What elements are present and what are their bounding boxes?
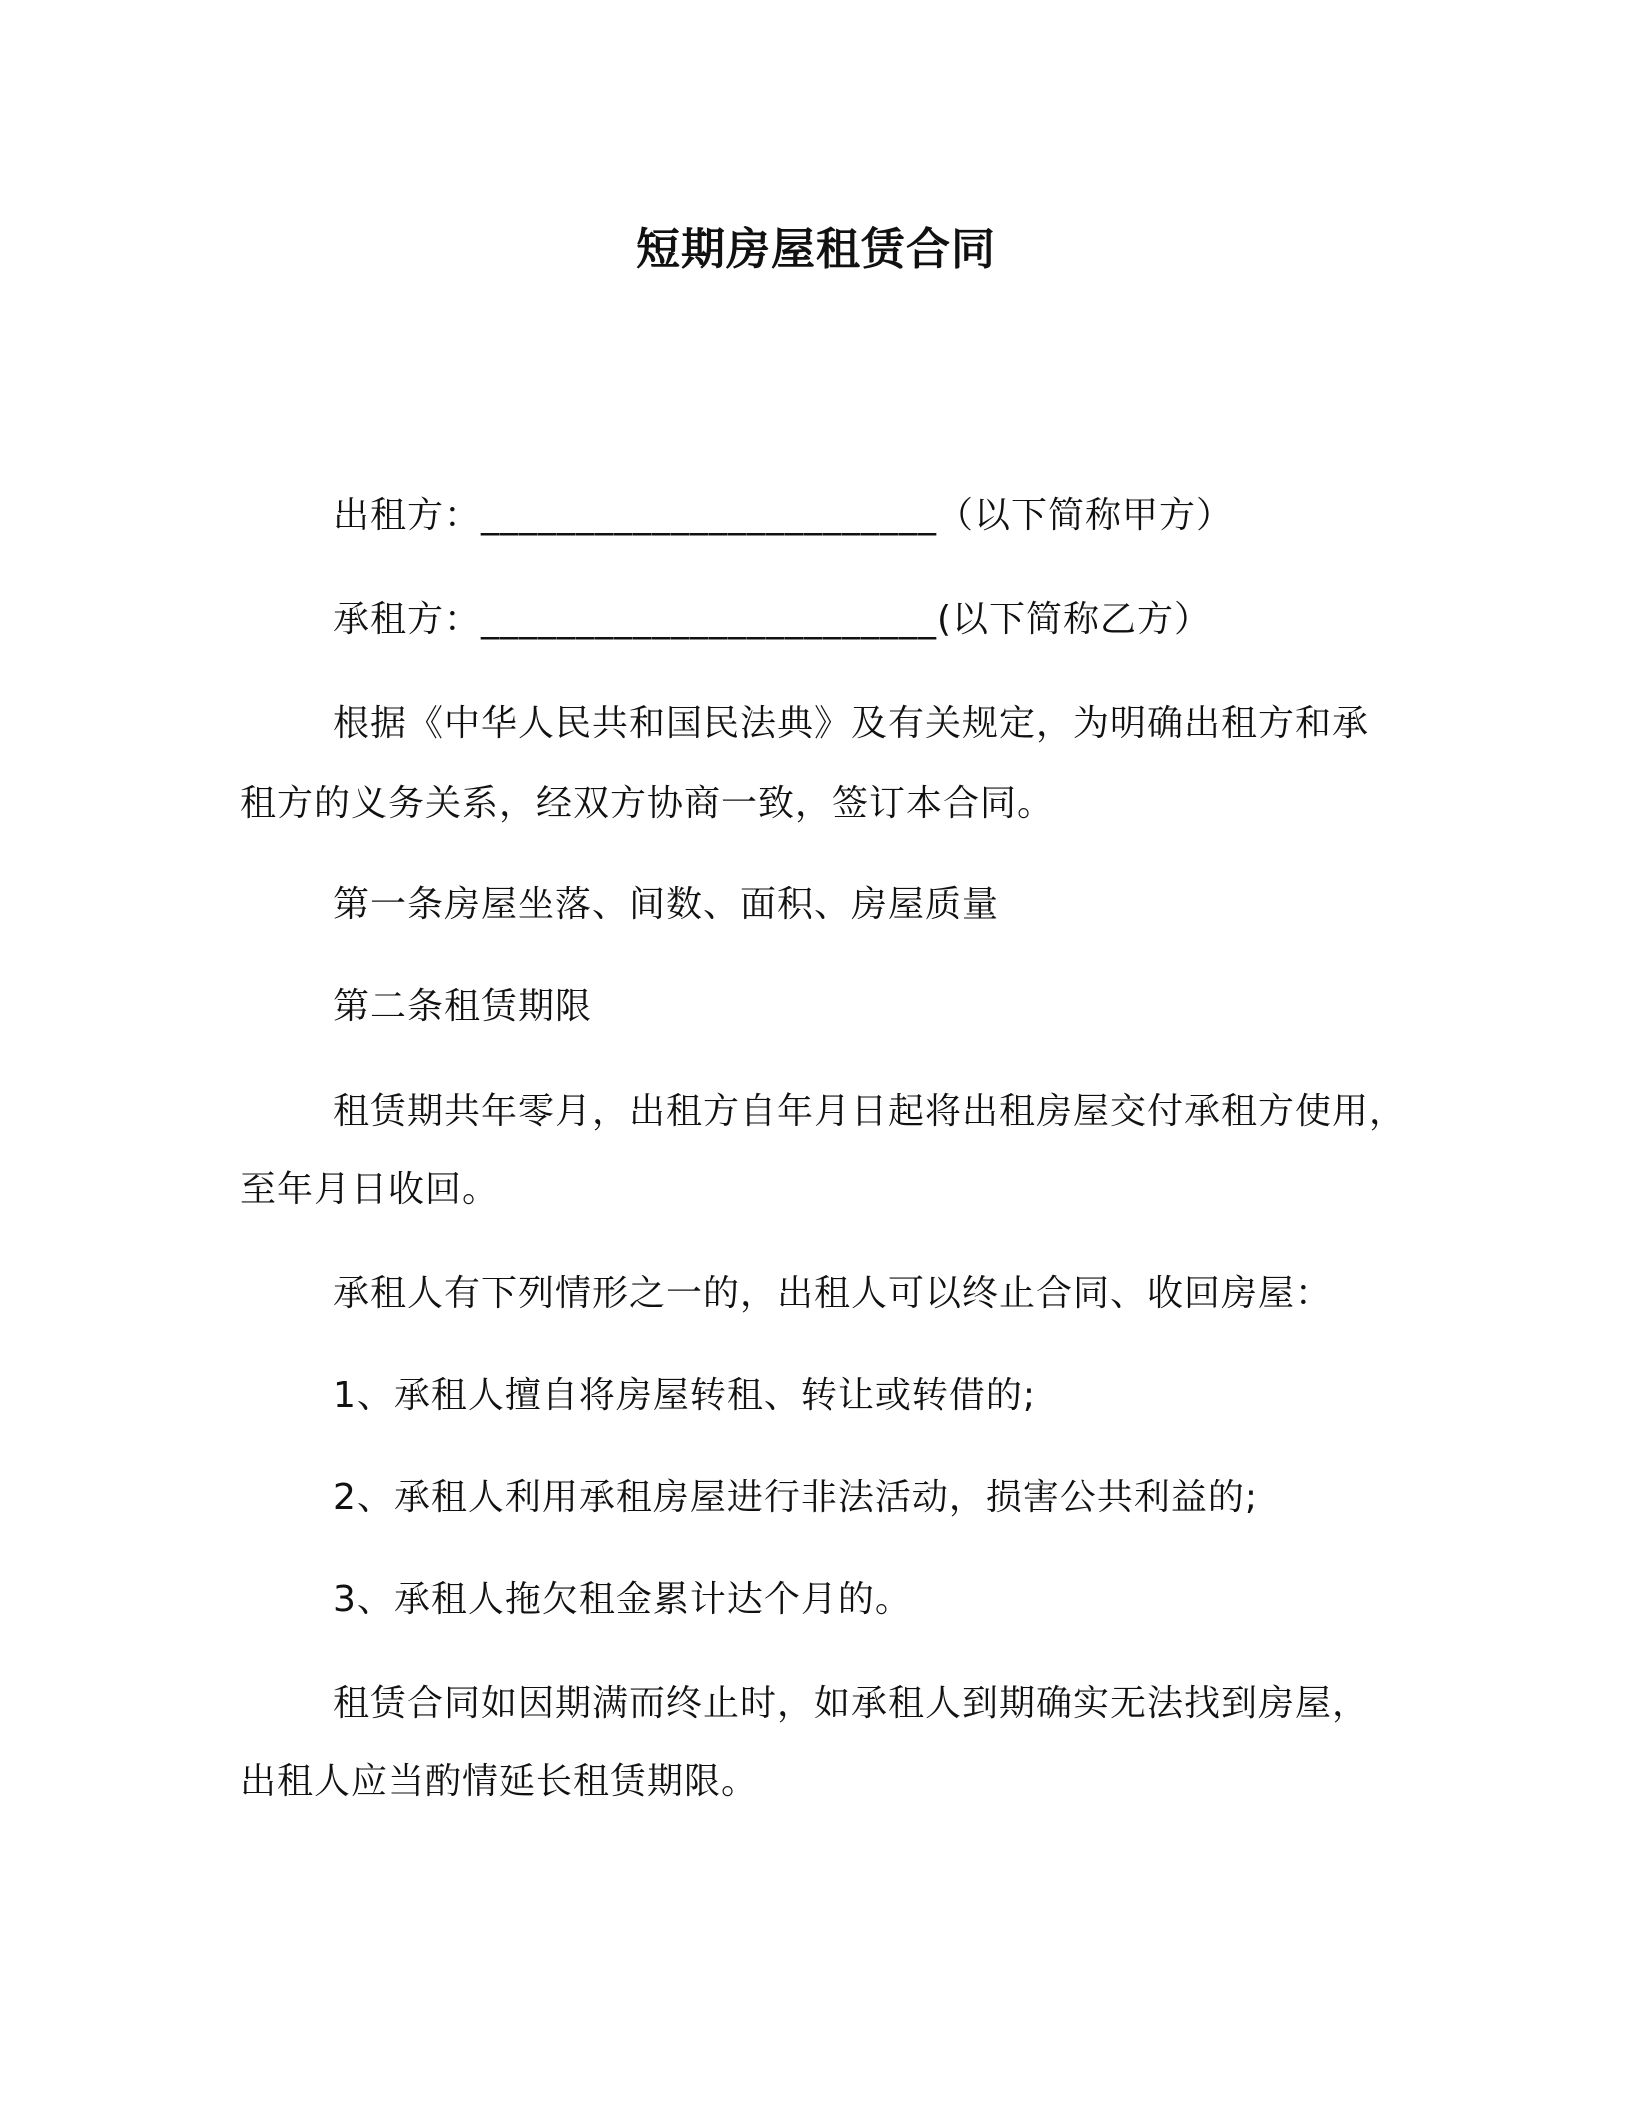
article-2-heading: 第二条租赁期限 [333, 986, 593, 1027]
preamble-line-1: 根据《中华人民共和国民法典》及有关规定，为明确出租方和承 [333, 703, 1370, 744]
termination-item-1: 1、承租人擅自将房屋转租、转让或转借的; [333, 1375, 1037, 1416]
lessor-line: 出租方：________________________（以下简称甲方） [333, 495, 1234, 536]
termination-item-2: 2、承租人利用承租房屋进行非法活动，损害公共利益的; [333, 1477, 1259, 1518]
termination-intro: 承租人有下列情形之一的，出租人可以终止合同、收回房屋： [333, 1273, 1333, 1314]
extension-line-2: 出租人应当酌情延长租赁期限。 [240, 1761, 759, 1802]
termination-item-3: 3、承租人拖欠租金累计达个月的。 [333, 1579, 912, 1620]
document-title: 短期房屋租赁合同 [636, 224, 996, 275]
term-line-2: 至年月日收回。 [240, 1169, 500, 1210]
article-1-heading: 第一条房屋坐落、间数、面积、房屋质量 [333, 884, 1000, 925]
preamble-line-2: 租方的义务关系，经双方协商一致，签订本合同。 [240, 783, 1055, 824]
term-line-1: 租赁期共年零月，出租方自年月日起将出租房屋交付承租方使用， [333, 1091, 1407, 1132]
lessee-line: 承租方：________________________(以下简称乙方） [333, 599, 1212, 640]
extension-line-1: 租赁合同如因期满而终止时，如承租人到期确实无法找到房屋， [333, 1683, 1370, 1724]
